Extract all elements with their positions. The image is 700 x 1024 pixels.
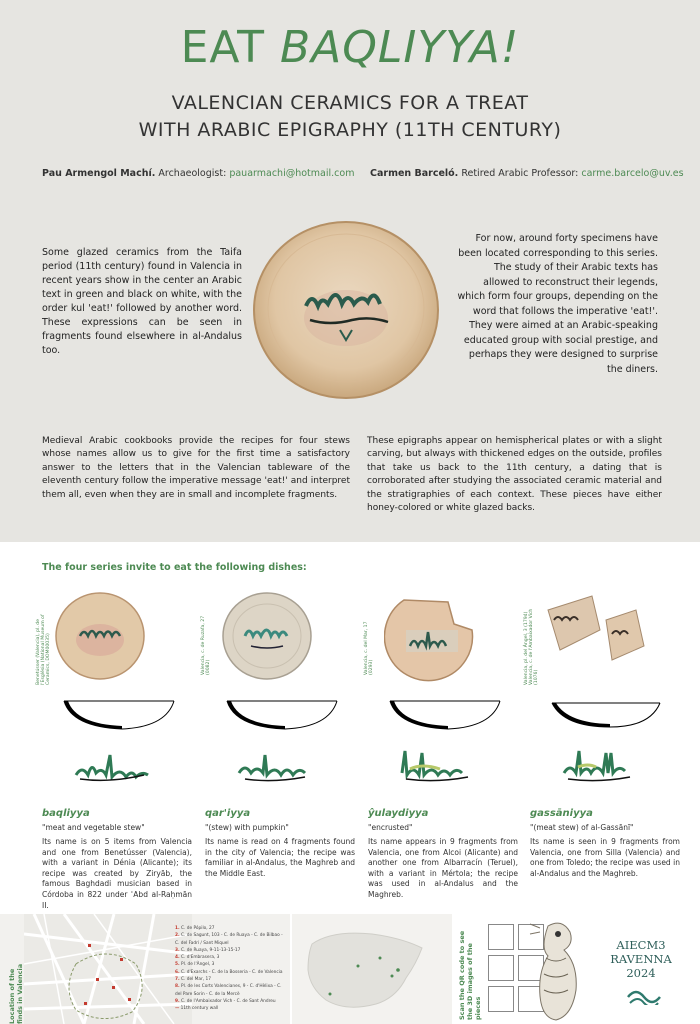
series-name: ŷulaydiyya — [368, 808, 429, 819]
legend-item: 1. C. de Pópilo, 27 — [175, 926, 215, 931]
plate-photo — [384, 590, 476, 682]
series-description: Its name is read on 4 fragments found in the city of Valencia; the recipe was familiar in al-Andalus, the Maghreb and the Middle East. — [205, 837, 355, 878]
series-description: Its name appears in 9 fragments from Valencia, one from Alcoi (Alicante) and another one from Albarracín (Teruel), with a variant in Mértola; the recipe was used in al-Andalus and the Maghreb. — [368, 837, 518, 899]
legend-item: 4. C. d'Embrasera, 3 — [175, 955, 220, 961]
series-gloss: "(stew) with pumpkin" — [205, 823, 289, 832]
plate-photo — [221, 590, 313, 682]
map-title: Location of the finds in Valencia — [8, 963, 24, 1024]
legend-item: 2. C. de Sagunt, 103 - C. de Ruaya - C. de Bilbao - C. del Fadrí / Sant Miquel — [175, 933, 283, 946]
qr-code[interactable] — [488, 986, 514, 1012]
plate-profile — [62, 697, 182, 731]
conference-logo: AIECM3 RAVENNA 2024 — [610, 938, 672, 980]
series-label: Valencia, c. de Ruzafa, 27 (0082) — [201, 615, 211, 675]
series-name: baqliyya — [42, 808, 90, 819]
conference-logo-icon — [626, 983, 662, 1005]
qr-code[interactable] — [488, 955, 514, 981]
series-name: qar'iyya — [205, 808, 251, 819]
series-name: gassāniyya — [530, 808, 593, 819]
author-1-email[interactable]: pauarmachi@hotmail.com — [229, 168, 355, 179]
epigraph-paragraph: These epigraphs appear on hemispherical plates or with a slight carving, but always with thickened edges on the outside, profiles that take us back to the 11th century, a dating that is corroborated after studying the associated ceramic material and the stratigraphies of each context. These pieces have either honey-colored or white glazed backs. — [367, 436, 662, 514]
series-gloss: "(meat stew) of al-Gassānī" — [530, 823, 634, 832]
poster-subtitle: VALENCIAN CERAMICS FOR A TREAT WITH ARABIC EPIGRAPHY (11TH CENTURY) — [138, 92, 562, 141]
intro-left-text: Some glazed ceramics from the Taifa period (11th century) found in Valencia in recent years show in the center an Arabic text in green and black on white, with the order kul 'eat!' followed by another word. These expressions can be seen in fragments found elsewhere in al-Andalus too. — [42, 247, 242, 356]
series-label: Valencia, c. del Mar, 17 (0293) — [364, 621, 374, 675]
calligraphy-baqliyya — [72, 745, 152, 785]
plate-profile — [388, 697, 508, 731]
author-2: Carmen Barceló. Retired Arabic Professor: carme.barcelo@uv.es — [370, 168, 684, 179]
author-1: Pau Armengol Machí. Archaeologist: pauarmachi@hotmail.com — [42, 168, 355, 179]
main-plate-image — [248, 210, 444, 406]
legend-item: 6. C. d'Exarchs - C. de la Bosseria - C. de Valencia — [175, 969, 283, 975]
series-label: Valencia, pl. del Ángel, 3 (1794) Valencia, c. de l'Ambaixador Vich (1076) — [524, 608, 539, 685]
qr-instructions: Scan the QR code to see the 3D images of the pieces — [458, 930, 482, 1020]
series-gloss: "meat and vegetable stew" — [42, 823, 145, 832]
legend-item: — 11th century wall — [175, 1006, 219, 1012]
plate-profile — [225, 697, 345, 731]
legend-item: 3. C. de Ruaya, 9-11-13-15-17 — [175, 947, 241, 953]
series-heading: The four series invite to eat the following dishes: — [42, 562, 307, 573]
legend-item: 8. Pl. de les Corts Valencianes, 9 - C. d'Hèlixa - C. del Pare Sorin - C. de la Mercè — [175, 984, 282, 997]
series-gloss: "encrusted" — [368, 823, 413, 832]
plate-photo — [540, 590, 650, 670]
iberia-map — [292, 914, 452, 1024]
legend-item: 7. C. del Mar, 17 — [175, 977, 211, 983]
calligraphy-gassaniyya — [560, 745, 640, 785]
poster-title: EAT BAQLIYYA! — [180, 22, 520, 73]
intro-right-text: For now, around forty specimens have been located corresponding to this series. The study of their Arabic texts has allowed to reconstruct their legends, which form four groups, depending on the word that follows the imperative 'eat!'. They were aimed at an Arabic-speaking educated group with social prestige, and perhaps they were designed to surprise the diners. — [457, 233, 658, 375]
calligraphy-ulaydiyya — [398, 745, 478, 785]
calligraphy-qariyya — [235, 745, 315, 785]
legend-item: 5. Pl. de l'Àngel, 3 — [175, 962, 215, 968]
series-description: Its name is on 5 items from Valencia and one from Benetússer (Valencia), with a variant in Dénia (Alicante); its recipe was created by Ziryāb, the famous Baghdadi musician based in Córdoba in 822 under ʿAbd al-Raḥmān II. — [42, 837, 192, 910]
iberia-map-image — [292, 914, 452, 1024]
plate-profile — [550, 697, 670, 731]
cookbook-paragraph: Medieval Arabic cookbooks provide the recipes for four stews whose names allow us to give for the first time a satisfactory answer to the letters that in the Valencian tableware of the eleventh century follow the imperative message 'eat!' and interpret them all, even when they are in small and incomplete fragments. — [42, 436, 350, 500]
city-map-image — [24, 914, 192, 1024]
bird-vessel-image — [528, 918, 588, 1022]
map-legend — [175, 925, 285, 1013]
plate-photo — [54, 590, 146, 682]
series-label: Benetússer (Valencia), pl. de l'Església (National Museum of Ceramics, DOM00035) — [36, 614, 51, 685]
qr-code[interactable] — [488, 924, 514, 950]
author-2-email[interactable]: carme.barcelo@uv.es — [581, 168, 684, 179]
series-description: Its name is seen in 9 fragments from Valencia, one from Silla (Valencia) and one from Toledo; the recipe was used in al-Andalus and the Maghreb. — [530, 837, 680, 878]
legend-item: 9. C. de l'Ambaixador Vich - C. de Sant Andreu — [175, 998, 276, 1004]
